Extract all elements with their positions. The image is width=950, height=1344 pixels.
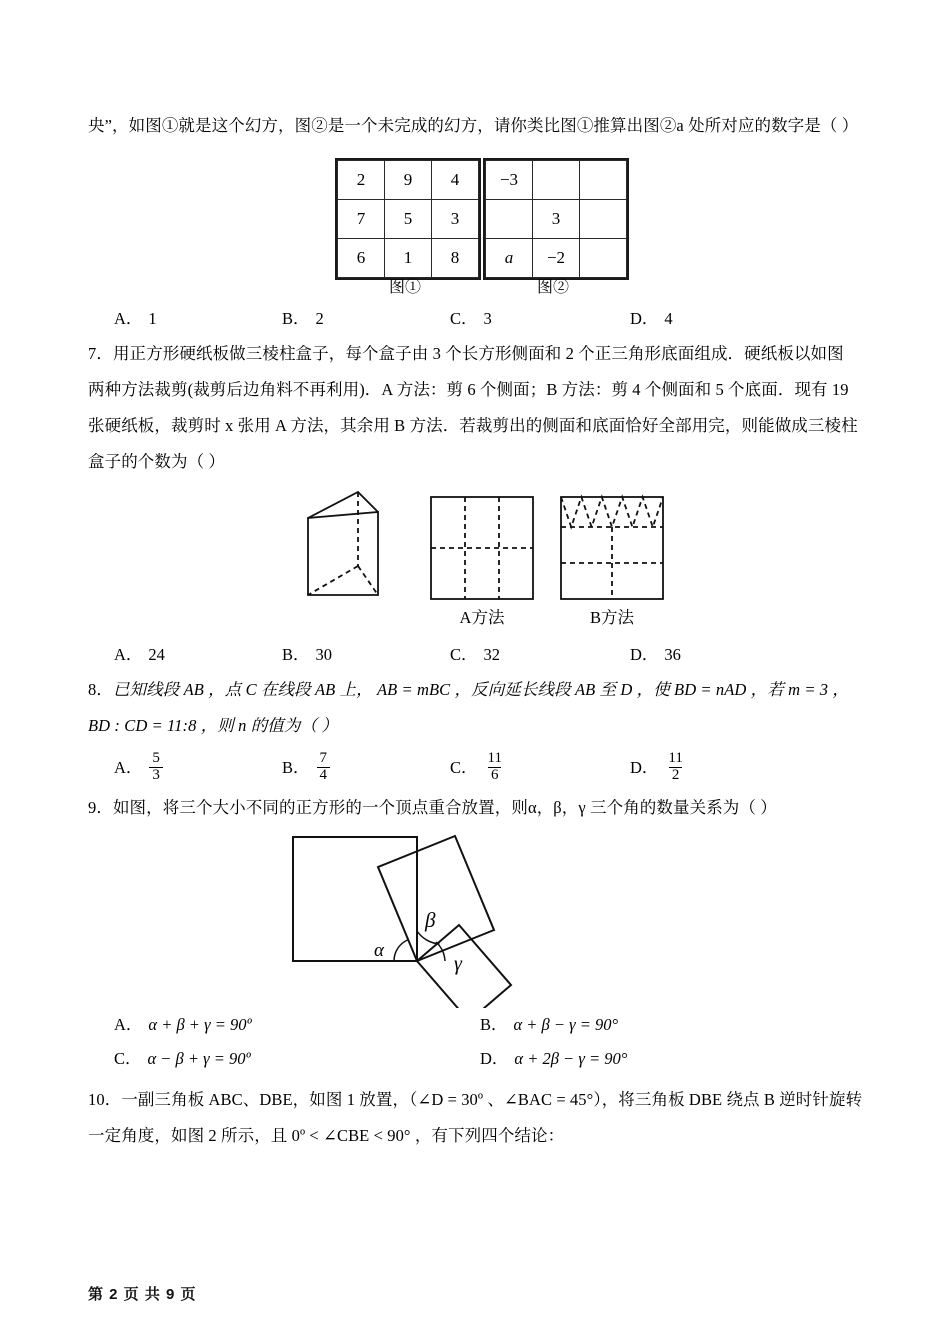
magic1-cell-r2c2: 8	[432, 239, 479, 278]
q7-option-b-label: B．	[282, 645, 310, 664]
q8-option-b-fraction	[317, 751, 331, 784]
question7-line1-text: 用正方形硬纸板做三棱柱盒子，每个盒子由 3 个长方形侧面和 2 个正三角形底面组成．硬纸板以如图	[112, 344, 844, 363]
option-a-label: A．	[114, 309, 143, 328]
question8-line2: BD : CD = 11:8 ，则 n 的值为（ ）	[88, 716, 338, 735]
question9-line1	[88, 790, 866, 826]
q7-option-c-value: 32	[483, 645, 501, 664]
angle-alpha-label: α	[374, 940, 384, 961]
q9-option-b-label: B．	[480, 1015, 508, 1034]
option-a[interactable]	[88, 302, 282, 336]
magic2-cell-r0c2	[580, 161, 627, 200]
method-a-caption: A方法	[459, 608, 505, 627]
question9-options-row1	[88, 1008, 866, 1042]
magic-square-figure1-caption: 图①	[388, 279, 421, 296]
question7-line4: 盒子的个数为（ ）	[88, 452, 226, 471]
q7-option-d[interactable]	[630, 638, 810, 672]
q9-option-a-value: α + β + γ = 90º	[148, 1015, 252, 1034]
magic2-cell-r1c2	[580, 200, 627, 239]
question9-number: 9．	[88, 798, 113, 817]
option-d-value: 4	[664, 309, 673, 328]
option-c-value: 3	[483, 309, 492, 328]
q8-option-b-label: B．	[282, 758, 310, 777]
page-content	[88, 108, 866, 1154]
question6-options	[88, 302, 866, 336]
magic1-cell-r2c1: 1	[385, 239, 432, 278]
q7-option-a-label: A．	[114, 645, 143, 664]
magic1-cell-r2c0: 6	[338, 239, 385, 278]
magic2-cell-r0c1	[533, 161, 580, 200]
q8-option-a[interactable]	[88, 746, 282, 790]
q8-option-c-denominator: 6	[488, 767, 502, 784]
magic2-cell-r0c0: −3	[486, 161, 533, 200]
q9-option-a-label: A．	[114, 1015, 143, 1034]
question7-figures	[88, 486, 866, 636]
magic2-cell-r2c1: −2	[533, 239, 580, 278]
option-a-value: 1	[148, 309, 157, 328]
q7-option-c-label: C．	[450, 645, 478, 664]
magic-square-figure1	[335, 158, 481, 280]
q8-option-d-fraction	[665, 751, 685, 784]
q9-option-c[interactable]	[88, 1042, 454, 1076]
magic1-cell-r0c2: 4	[432, 161, 479, 200]
magic2-cell-r2c0: a	[486, 239, 533, 278]
question7-line2: 两种方法裁剪(裁剪后边角料不再利用)．A 方法：剪 6 个侧面；B 方法：剪 4 个侧面和 5 个底面．现有 19	[88, 380, 849, 399]
q8-option-c-numerator: 11	[487, 749, 502, 766]
q8-option-c[interactable]	[450, 746, 630, 790]
question9-line1-text: 如图，将三个大小不同的正方形的一个顶点重合放置，则α，β，γ 三个角的数量关系为（ ）	[112, 798, 777, 817]
three-squares-diagram	[278, 830, 578, 1008]
question10-line1	[88, 1082, 866, 1118]
question8-line1	[88, 672, 866, 708]
magic-square-figures	[88, 152, 866, 300]
page-footer: 第 2 页 共 9 页	[88, 1286, 197, 1303]
q9-option-d[interactable]	[454, 1042, 820, 1076]
question8-options	[88, 746, 866, 790]
q8-option-d[interactable]	[630, 746, 810, 790]
q9-option-c-label: C．	[114, 1049, 142, 1068]
magic2-cell-r1c1: 3	[533, 200, 580, 239]
q9-option-b-value: α + β − γ = 90°	[513, 1015, 619, 1034]
question9-figure	[88, 830, 866, 1008]
option-c-label: C．	[450, 309, 478, 328]
magic1-cell-r1c0: 7	[338, 200, 385, 239]
q7-option-d-value: 36	[664, 645, 681, 664]
question7-number: 7．	[88, 344, 113, 363]
q8-option-a-numerator: 5	[152, 749, 160, 766]
q7-option-c[interactable]	[450, 638, 630, 672]
question10-line1-text: 一副三角板 ABC、DBE，如图 1 放置，（∠D = 30º 、∠BAC = 45°），将三角板 DBE 绕点 B 逆时针旋转	[121, 1090, 863, 1109]
q9-option-a[interactable]	[88, 1008, 454, 1042]
angle-beta-label: β	[425, 908, 436, 932]
q9-option-b[interactable]	[454, 1008, 820, 1042]
option-b-value: 2	[315, 309, 324, 328]
magic1-cell-r1c2: 3	[432, 200, 479, 239]
q9-option-d-value: α + 2β − γ = 90°	[514, 1049, 628, 1068]
question10-number: 10．	[88, 1090, 122, 1109]
q9-option-c-value: α − β + γ = 90º	[147, 1049, 251, 1068]
magic-square-figure2	[483, 158, 629, 280]
magic1-cell-r0c1: 9	[385, 161, 432, 200]
option-b-label: B．	[282, 309, 310, 328]
q8-option-c-fraction	[485, 751, 505, 784]
q7-option-b-value: 30	[315, 645, 333, 664]
question10-line2: 一定角度，如图 2 所示，且 0º < ∠CBE < 90° ，有下列四个结论：	[88, 1126, 565, 1145]
magic1-cell-r0c0: 2	[338, 161, 385, 200]
question7-line1	[88, 336, 866, 372]
q8-option-d-label: D．	[630, 758, 659, 777]
q7-option-d-label: D．	[630, 645, 659, 664]
option-b[interactable]	[282, 302, 450, 336]
question9-options-row2	[88, 1042, 866, 1076]
question7-line3: 张硬纸板，裁剪时 x 张用 A 方法，其余用 B 方法．若裁剪出的侧面和底面恰好全部用完，则能做成三棱柱	[88, 416, 858, 435]
q8-option-d-denominator: 2	[669, 767, 683, 784]
angle-gamma-label: γ	[454, 953, 462, 975]
q7-option-a[interactable]	[88, 638, 282, 672]
q8-option-b-denominator: 4	[317, 767, 331, 784]
q8-option-b-numerator: 7	[319, 749, 328, 766]
option-d[interactable]	[630, 302, 810, 336]
q8-option-a-denominator: 3	[149, 767, 163, 784]
q9-option-d-label: D．	[480, 1049, 509, 1068]
q8-option-a-label: A．	[114, 758, 143, 777]
question7-options	[88, 638, 866, 672]
question8-number: 8．	[88, 680, 113, 699]
method-b-cutting-diagram	[558, 494, 666, 602]
magic2-cell-r2c2	[580, 239, 627, 278]
q8-option-c-label: C．	[450, 758, 478, 777]
option-d-label: D．	[630, 309, 659, 328]
question6-tail-text: 央”，如图①就是这个幻方，图②是一个未完成的幻方，请你类比图①推算出图②a 处所对应的数字是（ ）	[88, 116, 859, 135]
q7-option-a-value: 24	[148, 645, 165, 664]
option-c[interactable]	[450, 302, 630, 336]
question8-line1-text: 已知线段 AB ，点 C 在线段 AB 上， AB = mBC ，反向延长线段 AB 至 D ，使 BD = nAD ，若 m = 3 ，	[112, 680, 849, 699]
method-b-caption: B方法	[589, 608, 634, 627]
q8-option-a-fraction	[149, 751, 163, 784]
magic1-cell-r1c1: 5	[385, 200, 432, 239]
q7-option-b[interactable]	[282, 638, 450, 672]
q8-option-b[interactable]	[282, 746, 450, 790]
triangular-prism-icon	[300, 490, 410, 605]
method-a-cutting-diagram	[428, 494, 536, 602]
q8-option-d-numerator: 11	[668, 749, 683, 766]
magic2-cell-r1c0	[486, 200, 533, 239]
magic-square-figure2-caption: 图②	[536, 279, 569, 296]
